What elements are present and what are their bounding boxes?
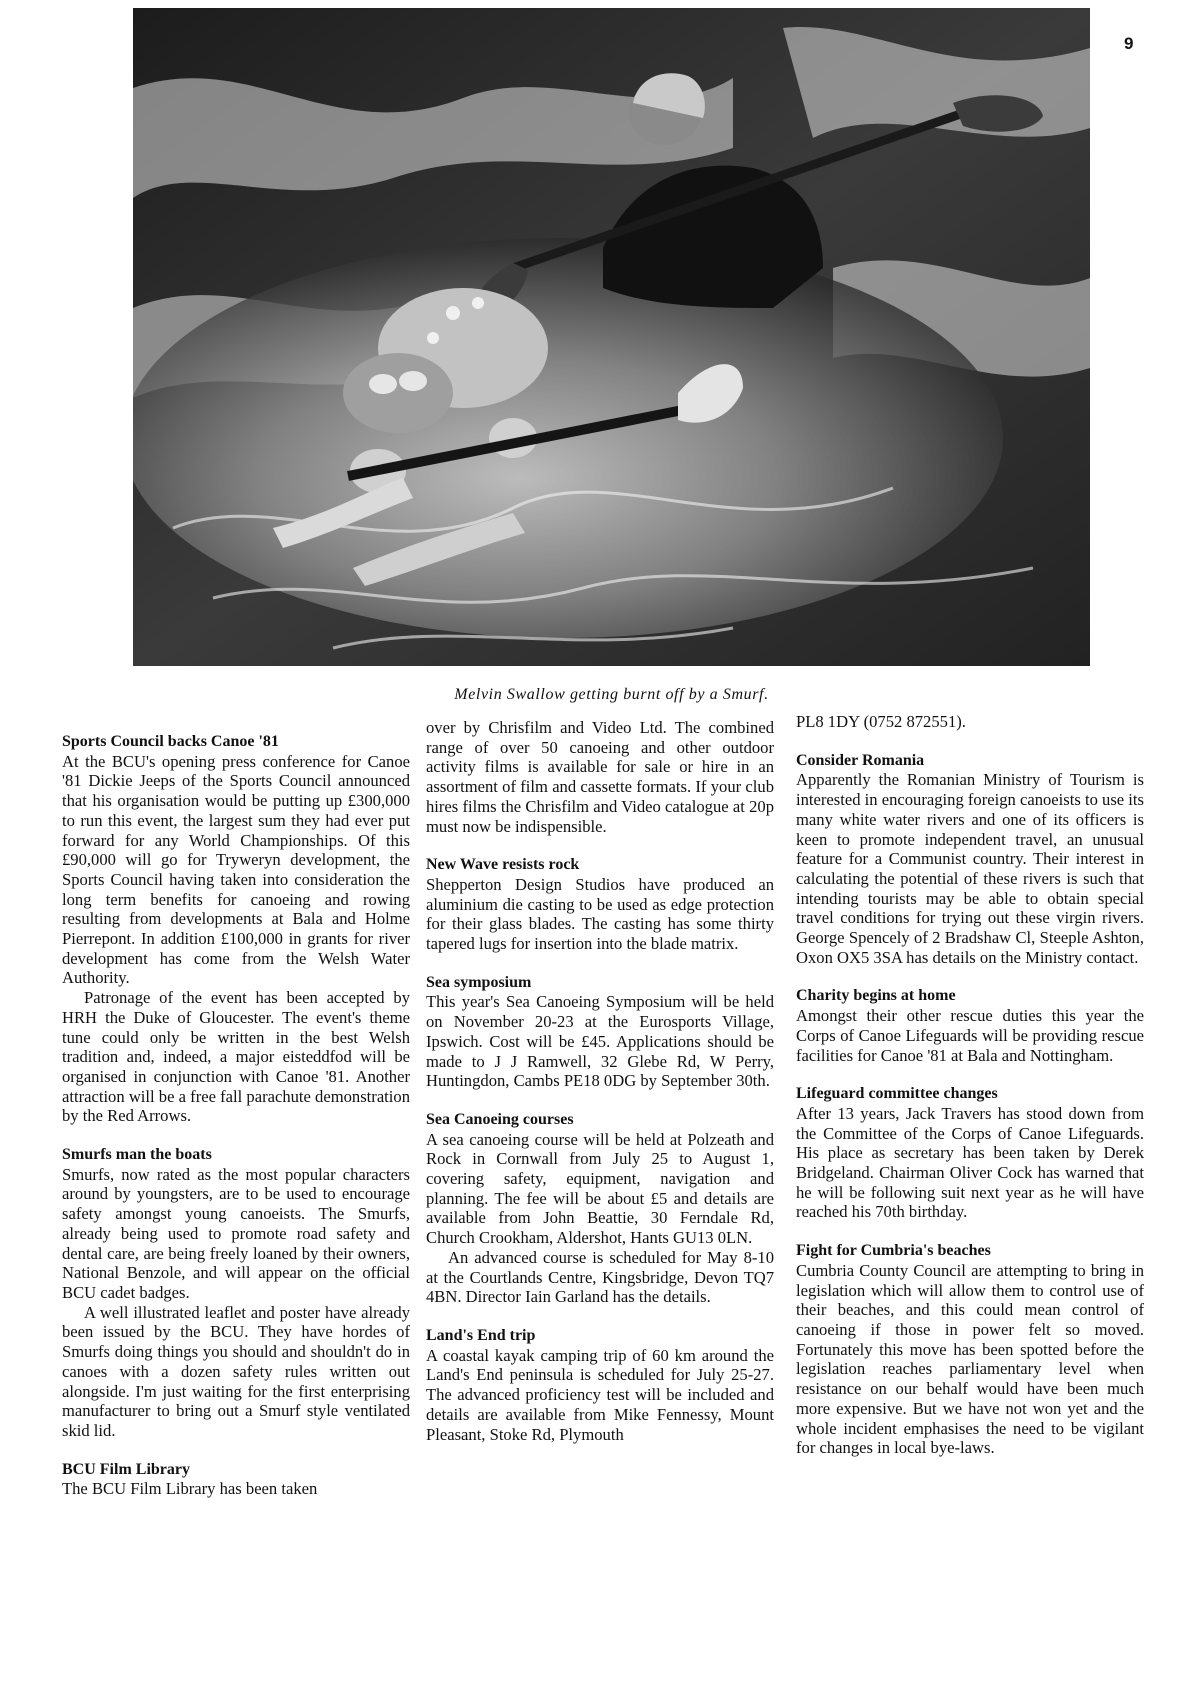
paragraph: An advanced course is scheduled for May 8-10 at the Courtlands Centre, Kingsbridge, Devon TQ7 4BN. Director Iain Garland has the details. (426, 1247, 774, 1307)
paragraph: PL8 1DY (0752 872551). (796, 712, 966, 731)
column-2 (426, 718, 774, 1444)
section-title: Smurfs man the boats (62, 1146, 212, 1164)
paragraph: over by Chrisfilm and Video Ltd. The combined range of over 50 canoeing and other outdoor activity films is available for sale or hire in an assortment of film and cassette formats. If your club hires films the Chrisfilm and Video catalogue at 20p must now be indispensible. (426, 718, 774, 836)
paragraph: Cumbria County Council are attempting to bring in legislation which will allow them to control use of their beaches, and this could mean control of canoeing if those in power felt so moved. Fortunately this move has been spotted before the legislation reaches parliamentary level when resistance on our behalf would have been much more expensive. But we have not won yet and the whole incident emphasises the need to be vigilant for changes in local bye-laws. (796, 1260, 1144, 1458)
section-title: Lifeguard committee changes (796, 1085, 998, 1103)
paragraph: A well illustrated leaflet and poster have already been issued by the BCU. They have hordes of Smurfs doing things you should and shouldn't do in canoes with a dozen safety rules written out alongside. I'm just waiting for the first enterprising manufacturer to bring out a Smurf style ventilated skid lid. (62, 1302, 410, 1440)
paragraph: Shepperton Design Studios have produced an aluminium die casting to be used as edge protection for their glass blades. The casting has some thirty tapered lugs for insertion into the blade matrix. (426, 874, 774, 954)
whitewater-kayak-image (133, 8, 1090, 666)
paragraph: A sea canoeing course will be held at Polzeath and Rock in Cornwall from July 25 to August 1, covering safety, equipment, navigation and planning. The fee will be about £5 and details are available from John Beattie, 30 Ferndale Rd, Church Crookham, Aldershot, Hants GU13 0LN. (426, 1129, 774, 1248)
paragraph: Smurfs, now rated as the most popular characters around by youngsters, are to be used to encourage safety amongst young canoeists. The Smurfs, already being used to promote road safety and dental care, are being freely loaned by their owners, National Benzole, and will appear on the official BCU cadet badges. (62, 1164, 410, 1302)
page-number: 9 (1124, 34, 1134, 53)
column-1 (62, 732, 410, 1499)
section-title: Consider Romania (796, 751, 925, 769)
section-title: Sea Canoeing courses (426, 1110, 574, 1128)
paragraph: The BCU Film Library has been taken (62, 1479, 318, 1499)
paragraph: A coastal kayak camping trip of 60 km around the Land's End peninsula is scheduled for July 25-27. The advanced proficiency test will be included and details are available from Mike Fennessy, Mount Pleasant, Stoke Rd, Plymouth (426, 1345, 774, 1444)
paragraph: This year's Sea Canoeing Symposium will be held on November 20-23 at the Eurosports Village, Ipswich. Cost will be £45. Applications should be made to J J Ramwell, 32 Glebe Rd, W Perry, Huntingdon, Cambs PE18 0DG by September 30th. (426, 992, 774, 1091)
paragraph: After 13 years, Jack Travers has stood down from the Committee of the Corps of Canoe Lifeguards. His place as secretary has been taken by Derek Bridgeland. Chairman Oliver Cock has warned that he will be following suit next year as he will have reached his 70th birthday. (796, 1103, 1144, 1222)
paragraph: Apparently the Romanian Ministry of Tourism is interested in encouraging foreign canoeists to use its many white water rivers and one of its officers is keen to promote independent travel, an unusual feature for a Communist country. Their interest in calculating the potential of these rivers is such that intending tourists may be able to obtain special travel conditions for trying out these virgin rivers. George Spencely of 2 Bradshaw Cl, Steeple Ashton, Oxon OX5 3SA has details on the Ministry contact. (796, 770, 1144, 967)
paragraph: Patronage of the event has been accepted by HRH the Duke of Gloucester. The event's theme tune could only be written in the best Welsh tradition and, indeed, a major eisteddfod will be organised in conjunction with Canoe '81. Another attraction will be a free fall parachute demonstration by the Red Arrows. (62, 988, 410, 1126)
section-title: Land's End trip (426, 1326, 536, 1344)
section-title: BCU Film Library (62, 1460, 190, 1478)
section-title: Sports Council backs Canoe '81 (62, 733, 279, 750)
paragraph: Amongst their other rescue duties this year the Corps of Canoe Lifeguards will be providing rescue facilities for Canoe '81 at Bala and Nottingham. (796, 1006, 1144, 1065)
paragraph: At the BCU's opening press conference for Canoe '81 Dickie Jeeps of the Sports Council announced that his organisation would be putting up £300,000 to run this event, the largest sum they had ever put forward for any World Championships. Of this £90,000 will go for Tryweryn development, the Sports Council having taken into consideration the long term benefits for canoeing and rowing resulting from developments at Bala and Holme Pierrepont. In addition £100,000 in grants for river development has come from the Welsh Water Authority. (62, 751, 410, 988)
kayak-photo (133, 8, 1090, 666)
section-title: Fight for Cumbria's beaches (796, 1242, 991, 1260)
section-title: New Wave resists rock (426, 856, 580, 874)
section-title: Sea symposium (426, 973, 532, 991)
column-3 (796, 712, 1144, 1458)
section-title: Charity begins at home (796, 987, 956, 1005)
photo-caption: Melvin Swallow getting burnt off by a Smurf. (454, 686, 769, 703)
